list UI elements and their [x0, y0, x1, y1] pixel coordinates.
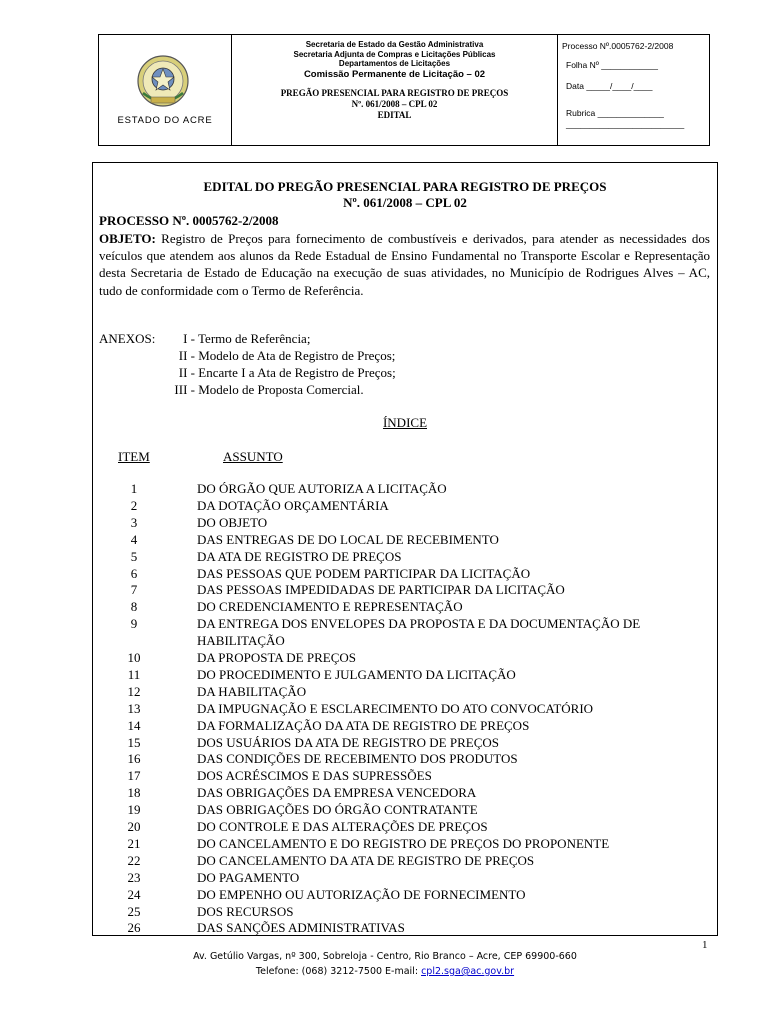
- indice-item-number: 2: [130, 497, 138, 513]
- header-subtitle-3: EDITAL: [377, 109, 412, 120]
- header-data: Data _____/____/____: [566, 81, 653, 91]
- anexo-item: II - Modelo de Ata de Registro de Preços;: [178, 348, 396, 363]
- header-line-departamentos: Departamentos de Licitações: [338, 59, 451, 68]
- indice-item-subject: DO CONTROLE E DAS ALTERAÇÕES DE PREÇOS: [197, 819, 488, 834]
- indice-item-number: 5: [130, 548, 138, 564]
- anexo-item: III - Modelo de Proposta Comercial.: [174, 382, 364, 397]
- indice-item-subject: DAS PESSOAS QUE PODEM PARTICIPAR DA LICITAÇÃO: [197, 565, 531, 581]
- edital-body: [92, 162, 718, 936]
- header-processo: Processo Nº.0005762-2/2008: [562, 41, 674, 51]
- column-header-assunto: ASSUNTO: [223, 449, 283, 464]
- indice-item-subject: DA ATA DE REGISTRO DE PREÇOS: [197, 548, 402, 564]
- header-rubrica: Rubrica ______________: [566, 108, 664, 118]
- indice-item-subject: DAS OBRIGAÇÕES DO ÓRGÃO CONTRATANTE: [197, 802, 478, 818]
- indice-item-number: 7: [130, 582, 138, 598]
- indice-item-subject: DOS USUÁRIOS DA ATA DE REGISTRO DE PREÇOS: [197, 734, 499, 750]
- indice-item-number: 4: [130, 531, 138, 547]
- indice-item-subject: DAS CONDIÇÕES DE RECEBIMENTO DOS PRODUTOS: [197, 751, 518, 767]
- anexo-item: II - Encarte I a Ata de Registro de Preços;: [178, 365, 396, 380]
- edital-number: Nº. 061/2008 – CPL 02: [343, 195, 467, 210]
- indice-item-subject: DO CREDENCIAMENTO E REPRESENTAÇÃO: [197, 599, 463, 615]
- anexo-item: I - Termo de Referência;: [183, 331, 311, 346]
- indice-item-number: 12: [127, 683, 141, 699]
- indice-item-subject: DAS PESSOAS IMPEDIDADAS DE PARTICIPAR DA LICITAÇÃO: [197, 582, 565, 598]
- document-header: [98, 34, 710, 146]
- footer-address: Av. Getúlio Vargas, nº 300, Sobreloja - Centro, Rio Branco – Acre, CEP 69900-660: [193, 951, 577, 962]
- objeto-paragraph: [99, 230, 710, 299]
- indice-item-subject: DA IMPUGNAÇÃO E ESCLARECIMENTO DO ATO CONVOCATÓRIO: [197, 700, 594, 716]
- indice-item-subject: DA PROPOSTA DE PREÇOS: [197, 650, 356, 665]
- indice-item-subject: DO PAGAMENTO: [197, 869, 300, 885]
- header-stamp-cell: [558, 35, 709, 145]
- header-center-cell: [232, 35, 558, 145]
- indice-item-subject: DOS ACRÉSCIMOS E DAS SUPRESSÕES: [197, 768, 432, 784]
- header-line-secretaria: Secretaria de Estado da Gestão Administrativa: [305, 40, 484, 49]
- indice-item-number: 3: [130, 514, 138, 530]
- indice-item-subject: DA HABILITAÇÃO: [197, 683, 307, 699]
- header-commission: Comissão Permanente de Licitação – 02: [303, 68, 486, 80]
- header-line-adjunta: Secretaria Adjunta de Compras e Licitações Públicas: [293, 49, 496, 59]
- processo-number: PROCESSO Nº. 0005762-2/2008: [99, 213, 279, 228]
- objeto-label: OBJETO:: [99, 231, 156, 246]
- header-subtitle-2: Nº. 061/2008 – CPL 02: [351, 98, 438, 109]
- indice-item-number: 1: [130, 481, 138, 496]
- indice-item-subject: DA DOTAÇÃO ORÇAMENTÁRIA: [197, 497, 389, 513]
- indice-item-number: 15: [127, 734, 141, 750]
- indice-item-subject: DAS OBRIGAÇÕES DA EMPRESA VENCEDORA: [197, 785, 477, 801]
- indice-item-subject: DO ÓRGÃO QUE AUTORIZA A LICITAÇÃO: [197, 481, 447, 496]
- indice-item-number: 6: [130, 565, 138, 581]
- indice-item-number: 23: [127, 869, 141, 885]
- indice-item-number: 21: [127, 835, 141, 851]
- header-logo-cell: [99, 35, 232, 145]
- indice-item-subject: DAS ENTREGAS DE DO LOCAL DE RECEBIMENTO: [197, 531, 499, 547]
- edital-title: EDITAL DO PREGÃO PRESENCIAL PARA REGISTRO DE PREÇOS: [203, 179, 607, 194]
- indice-item-number: 16: [127, 751, 141, 767]
- header-rubrica-line: _________________________: [566, 119, 685, 129]
- indice-item-number: 10: [127, 650, 141, 665]
- header-folha: Folha Nº ____________: [566, 60, 658, 70]
- indice-item-number: 8: [130, 599, 138, 615]
- indice-item-number: 19: [127, 802, 141, 818]
- indice-item-subject: DO PROCEDIMENTO E JULGAMENTO DA LICITAÇÃO: [197, 666, 516, 682]
- page-number: 1: [702, 939, 708, 951]
- indice-item-subject: DO OBJETO: [197, 514, 268, 530]
- indice-item-subject: DAS SANÇÕES ADMINISTRATIVAS: [197, 920, 405, 936]
- indice-item-number: 26: [127, 920, 141, 936]
- indice-item-number: 9: [130, 616, 138, 632]
- indice-item-subject: DO CANCELAMENTO DA ATA DE REGISTRO DE PREÇOS: [197, 852, 535, 868]
- anexos-label: ANEXOS:: [99, 331, 156, 346]
- indice-item-number: 22: [127, 852, 141, 868]
- indice-item-subject: DO CANCELAMENTO E DO REGISTRO DE PREÇOS DO PROPONENTE: [197, 835, 610, 851]
- indice-item-subject: DO EMPENHO OU AUTORIZAÇÃO DE FORNECIMENTO: [197, 886, 526, 902]
- indice-item-number: 24: [127, 886, 141, 902]
- indice-item-number: 11: [127, 666, 141, 682]
- state-name: ESTADO DO ACRE: [117, 115, 213, 126]
- indice-title: ÍNDICE: [382, 415, 428, 430]
- objeto-text: Registro de Preços para fornecimento de combustíveis e derivados, para atender as necessidades dos veículos que atendem aos alunos da Rede Estadual de Ensino Fundamental no Transporte Escolar e Representação desta Secretaria de Estado de Educação na execução de suas atividades, no Município de Rodrigues Alves – AC, tudo de conformidade com o Termo de Referência.: [99, 231, 710, 298]
- indice-item-subject: DA FORMALIZAÇÃO DA ATA DE REGISTRO DE PREÇOS: [197, 717, 530, 733]
- indice-item-number: 13: [127, 700, 141, 716]
- column-header-item: ITEM: [118, 449, 150, 464]
- indice-item-number: 17: [127, 768, 141, 784]
- indice-item-number: 18: [127, 785, 141, 801]
- header-subtitle-1: PREGÃO PRESENCIAL PARA REGISTRO DE PREÇOS: [280, 87, 509, 98]
- footer-email-link[interactable]: cpl2.sga@ac.gov.br: [421, 966, 515, 977]
- footer-contact: [0, 966, 770, 977]
- state-seal-icon: [135, 53, 191, 111]
- indice-item-number: 20: [127, 819, 141, 834]
- footer-phone: Telefone: (068) 3212-7500 E-mail:: [255, 966, 422, 977]
- indice-item-number: 14: [127, 717, 141, 733]
- indice-item-subject: DOS RECURSOS: [197, 903, 294, 919]
- indice-item-number: 25: [127, 903, 141, 919]
- indice-item-subject: DA ENTREGA DOS ENVELOPES DA PROPOSTA E DA DOCUMENTAÇÃO DE HABILITAÇÃO: [197, 616, 641, 649]
